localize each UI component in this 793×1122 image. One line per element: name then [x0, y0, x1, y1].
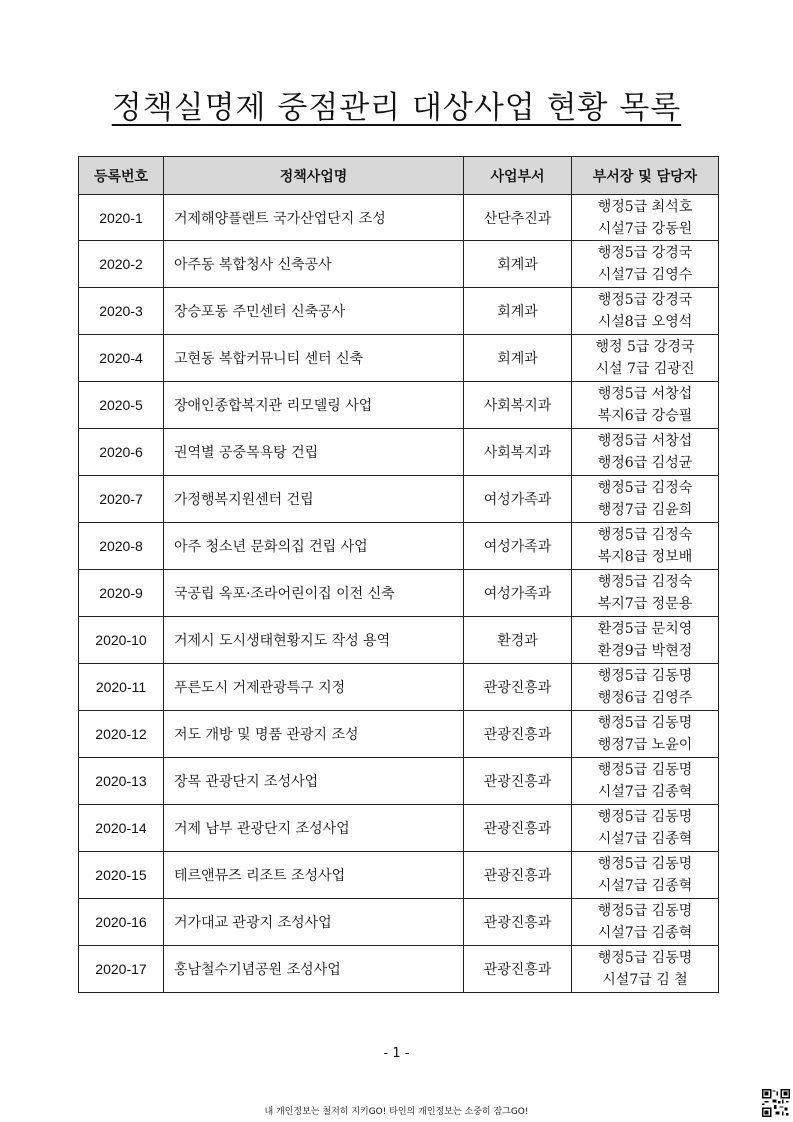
table-row [79, 335, 719, 382]
project-name: 권역별 공중목욕탕 건립 [164, 429, 464, 476]
table-row [79, 382, 719, 429]
manager-staff-cell [572, 241, 719, 288]
department: 회계과 [464, 335, 572, 382]
department-head: 행정5급 김동명 [597, 903, 693, 919]
staff-in-charge: 환경9급 박현정 [597, 643, 693, 659]
manager-staff-cell [572, 852, 719, 899]
project-name: 푸른도시 거제관광특구 지정 [164, 664, 464, 711]
department-head: 환경5급 문치영 [597, 621, 693, 637]
table-row [79, 288, 719, 335]
department: 여성가족과 [464, 523, 572, 570]
department-head: 행정5급 서창섭 [597, 386, 693, 402]
page-title [0, 82, 793, 127]
registration-no: 2020-17 [79, 946, 164, 993]
table-row [79, 195, 719, 241]
staff-in-charge: 시설7급 김영수 [597, 267, 693, 283]
staff-in-charge: 시설7급 김 철 [602, 972, 688, 988]
department-head: 행정5급 김동명 [597, 762, 693, 778]
registration-no: 2020-4 [79, 335, 164, 382]
staff-in-charge: 행정6급 김성균 [597, 455, 693, 471]
header-department: 사업부서 [464, 157, 572, 195]
table-row [79, 758, 719, 805]
project-name: 홍남철수기념공원 조성사업 [164, 946, 464, 993]
registration-no: 2020-11 [79, 664, 164, 711]
manager-staff-cell [572, 195, 719, 241]
manager-staff-cell [572, 758, 719, 805]
department: 관광진흥과 [464, 946, 572, 993]
registration-no: 2020-6 [79, 429, 164, 476]
department: 관광진흥과 [464, 852, 572, 899]
project-name: 장목 관광단지 조성사업 [164, 758, 464, 805]
registration-no: 2020-14 [79, 805, 164, 852]
department: 관광진흥과 [464, 805, 572, 852]
table-row [79, 664, 719, 711]
department: 관광진흥과 [464, 664, 572, 711]
department: 여성가족과 [464, 476, 572, 523]
manager-staff-cell [572, 335, 719, 382]
manager-staff-cell [572, 429, 719, 476]
department-head: 행정5급 김동명 [597, 950, 693, 966]
registration-no: 2020-8 [79, 523, 164, 570]
table-row [79, 241, 719, 288]
staff-in-charge: 복지7급 정문용 [597, 596, 693, 612]
registration-no: 2020-16 [79, 899, 164, 946]
department: 회계과 [464, 288, 572, 335]
table-row [79, 523, 719, 570]
registration-no: 2020-7 [79, 476, 164, 523]
manager-staff-cell [572, 382, 719, 429]
staff-in-charge: 시설 7급 김광진 [595, 361, 695, 377]
staff-in-charge: 행정7급 노윤이 [597, 737, 693, 753]
department-head: 행정5급 강경국 [597, 292, 693, 308]
page-number: - 1 - [383, 1046, 410, 1061]
table-row [79, 899, 719, 946]
manager-staff-cell [572, 664, 719, 711]
registration-no: 2020-5 [79, 382, 164, 429]
department: 산단추진과 [464, 195, 572, 241]
table-row [79, 476, 719, 523]
staff-in-charge: 복지6급 강승필 [597, 408, 693, 424]
department-head: 행정5급 서창섭 [597, 433, 693, 449]
project-name: 거가대교 관광지 조성사업 [164, 899, 464, 946]
manager-staff-cell [572, 617, 719, 664]
title-text: 정책실명제 중점관리 대상사업 현황 목록 [111, 90, 682, 126]
manager-staff-cell [572, 476, 719, 523]
table-row [79, 429, 719, 476]
manager-staff-cell [572, 523, 719, 570]
project-name: 아주 청소년 문화의집 건립 사업 [164, 523, 464, 570]
department: 환경과 [464, 617, 572, 664]
department: 관광진흥과 [464, 758, 572, 805]
footer-slogan: 내 개인정보는 철저히 지키GO! 타인의 개인정보는 소중히 잠그GO! [264, 1107, 529, 1117]
project-name: 저도 개방 및 명품 관광지 조성 [164, 711, 464, 758]
project-name: 아주동 복합청사 신축공사 [164, 241, 464, 288]
manager-staff-cell [572, 946, 719, 993]
registration-no: 2020-10 [79, 617, 164, 664]
department-head: 행정5급 김동명 [597, 809, 693, 825]
manager-staff-cell [572, 711, 719, 758]
staff-in-charge: 시설7급 김종혁 [597, 925, 693, 941]
project-name: 장애인종합복지관 리모델링 사업 [164, 382, 464, 429]
registration-no: 2020-9 [79, 570, 164, 617]
manager-staff-cell [572, 288, 719, 335]
department-head: 행정5급 김정숙 [597, 480, 693, 496]
registration-no: 2020-3 [79, 288, 164, 335]
department-head: 행정 5급 강경국 [595, 339, 695, 355]
staff-in-charge: 시설7급 김종혁 [597, 831, 693, 847]
table-row [79, 711, 719, 758]
department: 회계과 [464, 241, 572, 288]
project-name: 거제 남부 관광단지 조성사업 [164, 805, 464, 852]
department: 관광진흥과 [464, 711, 572, 758]
table-row [79, 946, 719, 993]
project-name: 가정행복지원센터 건립 [164, 476, 464, 523]
registration-no: 2020-12 [79, 711, 164, 758]
staff-in-charge: 행정7급 김윤희 [597, 502, 693, 518]
project-name: 테르앤뮤즈 리조트 조성사업 [164, 852, 464, 899]
staff-in-charge: 행정6급 김영주 [597, 690, 693, 706]
table-row [79, 570, 719, 617]
staff-in-charge: 시설7급 김종혁 [597, 878, 693, 894]
department-head: 행정5급 강경국 [597, 245, 693, 261]
project-name: 고현동 복합커뮤니티 센터 신축 [164, 335, 464, 382]
department-head: 행정5급 김동명 [597, 715, 693, 731]
table-row [79, 805, 719, 852]
department: 사회복지과 [464, 382, 572, 429]
registration-no: 2020-13 [79, 758, 164, 805]
project-table [78, 156, 719, 993]
department-head: 행정5급 김정숙 [597, 527, 693, 543]
registration-no: 2020-2 [79, 241, 164, 288]
table-row [79, 617, 719, 664]
project-name: 장승포동 주민센터 신축공사 [164, 288, 464, 335]
project-name: 국공립 옥포·조라어린이집 이전 신축 [164, 570, 464, 617]
project-name: 거제해양플랜트 국가산업단지 조성 [164, 195, 464, 241]
header-manager-staff: 부서장 및 담당자 [572, 157, 719, 195]
department: 관광진흥과 [464, 899, 572, 946]
department-head: 행정5급 김정숙 [597, 574, 693, 590]
table-header-row [79, 157, 719, 195]
staff-in-charge: 복지8급 정보배 [597, 549, 693, 565]
header-registration-no: 등록번호 [79, 157, 164, 195]
manager-staff-cell [572, 570, 719, 617]
project-name: 거제시 도시생태현황지도 작성 용역 [164, 617, 464, 664]
manager-staff-cell [572, 805, 719, 852]
department-head: 행정5급 김동명 [597, 668, 693, 684]
qr-code-icon [762, 1089, 790, 1117]
department-head: 행정5급 최석호 [597, 198, 693, 215]
department-head: 행정5급 김동명 [597, 856, 693, 872]
staff-in-charge: 시설8급 오영석 [597, 314, 693, 330]
staff-in-charge: 시설7급 김종혁 [597, 784, 693, 800]
registration-no: 2020-1 [79, 195, 164, 241]
department: 사회복지과 [464, 429, 572, 476]
table-row [79, 852, 719, 899]
header-project-name: 정책사업명 [164, 157, 464, 195]
department: 여성가족과 [464, 570, 572, 617]
staff-in-charge: 시설7급 강동원 [597, 220, 693, 237]
manager-staff-cell [572, 899, 719, 946]
registration-no: 2020-15 [79, 852, 164, 899]
